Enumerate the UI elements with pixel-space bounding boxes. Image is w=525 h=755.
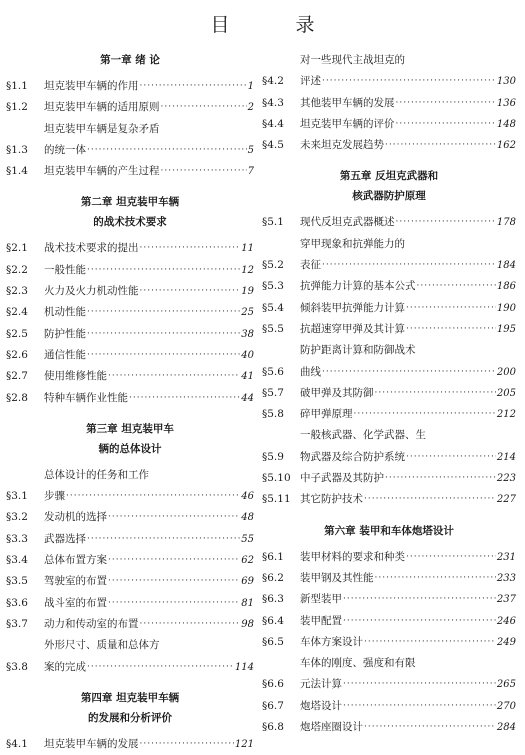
toc-entry[interactable] [6, 345, 254, 366]
chapter-heading [6, 192, 254, 232]
section-title: 曲线 [300, 365, 321, 378]
toc-entry[interactable] [262, 50, 516, 93]
page-number: 98 [241, 618, 254, 630]
toc-entry[interactable] [6, 571, 254, 592]
page-number: 7 [247, 166, 254, 178]
dot-leader [140, 614, 241, 635]
page-number: 227 [496, 494, 516, 506]
chapter-heading [6, 419, 254, 459]
toc-entry[interactable] [6, 281, 254, 302]
section-title: 的统一体 [44, 143, 86, 156]
toc-entry[interactable] [6, 238, 254, 259]
toc-entry[interactable] [6, 302, 254, 323]
section-number: §6.2 [262, 571, 284, 584]
dot-leader [364, 717, 496, 738]
page-number: 136 [496, 97, 516, 109]
section-number: §1.4 [6, 165, 28, 178]
section-title: 倾斜装甲抗弹能力计算 [300, 301, 405, 314]
dot-leader [322, 71, 496, 92]
page-number: 121 [234, 738, 254, 750]
dot-leader [87, 260, 240, 281]
page-number: 200 [496, 366, 516, 378]
toc-entry[interactable] [6, 465, 254, 508]
dot-leader [87, 529, 240, 550]
page-number: 48 [241, 512, 254, 524]
section-number: §2.2 [6, 263, 28, 276]
toc-entry[interactable] [262, 568, 516, 589]
toc-entry[interactable] [262, 340, 516, 383]
page-number: 212 [496, 409, 516, 421]
dot-leader [343, 674, 496, 695]
toc-entry[interactable] [262, 632, 516, 653]
dot-leader [354, 404, 496, 425]
section-title: 发动机的选择 [44, 511, 107, 524]
dot-leader [108, 550, 240, 571]
toc-entry[interactable] [6, 97, 254, 118]
chapter-heading-line: 第五章 反坦克武器和 [339, 170, 439, 183]
page-number: 162 [496, 140, 516, 152]
section-title: 坦克装甲车辆的评价 [300, 117, 395, 130]
section-title: 驾驶室的布置 [44, 575, 107, 588]
page-number: 130 [496, 76, 516, 88]
dot-leader [140, 734, 234, 755]
section-title: 战术技术要求的提出 [44, 242, 139, 255]
section-title: 穿甲现象和抗弹能力的 [300, 237, 405, 250]
section-number: §4.1 [6, 737, 28, 750]
dot-leader [406, 447, 496, 468]
section-number: §2.5 [6, 327, 28, 340]
section-title: 物武器及综合防护系统 [300, 450, 405, 463]
section-number: §5.9 [262, 450, 284, 463]
dot-leader [129, 388, 240, 409]
section-number: §1.1 [6, 80, 28, 92]
section-title: 对一些现代主战坦克的 [300, 54, 405, 66]
section-number: §6.7 [262, 699, 284, 712]
section-number: §3.6 [6, 596, 28, 609]
dot-leader [364, 632, 496, 653]
page-number: 44 [241, 392, 254, 404]
toc-entry[interactable] [262, 547, 516, 568]
section-title: 坦克装甲车辆的作用 [44, 80, 139, 92]
dot-leader [108, 366, 240, 387]
section-title: 坦克装甲车辆的适用原则 [44, 101, 160, 114]
section-number: §3.5 [6, 575, 28, 588]
page-number: 233 [496, 572, 516, 584]
dot-leader [343, 611, 496, 632]
page-number: 81 [241, 597, 254, 609]
page-number: 19 [241, 286, 254, 298]
dot-leader [87, 302, 240, 323]
section-number: §3.1 [6, 490, 28, 503]
toc-entry[interactable] [6, 635, 254, 678]
dot-leader [87, 140, 247, 161]
page-number: 184 [496, 260, 516, 272]
dot-leader [322, 255, 496, 276]
page-title: 目 录 [210, 14, 345, 36]
section-number: §6.4 [262, 614, 284, 627]
toc-entry[interactable] [262, 489, 516, 510]
toc-entry[interactable] [6, 388, 254, 409]
section-title: 动力和传动室的布置 [44, 617, 139, 630]
dot-leader [108, 571, 240, 592]
section-number: §5.1 [262, 216, 284, 229]
section-title: 外形尺寸、质量和总体方 [44, 639, 160, 652]
chapter-heading-line: 第二章 坦克装甲车辆 [80, 196, 180, 209]
section-title: 坦克装甲车辆的产生过程 [44, 165, 160, 178]
section-number: §4.3 [262, 96, 284, 109]
section-number: §5.5 [262, 322, 284, 335]
dot-leader [396, 212, 496, 233]
section-number: §3.4 [6, 554, 28, 567]
toc-entry[interactable] [6, 366, 254, 387]
section-number: §4.5 [262, 139, 284, 152]
section-title: 炮塔座圈设计 [300, 721, 363, 734]
dot-leader [375, 383, 496, 404]
toc-entry[interactable] [262, 93, 516, 114]
section-number: §2.7 [6, 370, 28, 383]
page-number: 2 [247, 102, 254, 114]
page-number: 223 [496, 473, 516, 485]
toc-entry[interactable] [6, 507, 254, 528]
chapter-heading-line: 的战术技术要求 [93, 216, 167, 229]
dot-leader [322, 362, 496, 383]
section-title: 碎甲弹原理 [300, 408, 353, 421]
chapter-heading-line: 第四章 坦克装甲车辆 [80, 691, 180, 704]
toc-entry[interactable] [262, 319, 516, 340]
section-number: §5.10 [262, 472, 291, 485]
section-number: §6.6 [262, 678, 284, 691]
chapter-heading [262, 521, 516, 541]
section-title: 其它防护技术 [300, 493, 363, 506]
section-number: §4.4 [262, 117, 284, 130]
toc-entry[interactable] [262, 425, 516, 468]
dot-leader [140, 281, 241, 302]
page-number: 40 [241, 349, 254, 361]
toc-entry[interactable] [6, 324, 254, 345]
toc-entry[interactable] [262, 383, 516, 404]
section-number: §5.3 [262, 280, 284, 293]
dot-leader [87, 657, 234, 678]
section-title: 装甲材料的要求和种类 [300, 550, 405, 563]
dot-leader [364, 489, 496, 510]
chapter-heading [262, 166, 516, 206]
toc-right-column [262, 50, 516, 738]
toc-left-column [6, 50, 254, 755]
dot-leader [161, 161, 247, 182]
page-number: 214 [496, 451, 516, 463]
section-number: §2.4 [6, 306, 28, 319]
section-title: 一般核武器、化学武器、生 [300, 429, 426, 442]
section-number: §6.5 [262, 635, 284, 648]
section-number: §2.1 [6, 242, 28, 255]
section-title: 车体的刚度、强度和有限 [300, 657, 416, 670]
page-number: 114 [234, 661, 254, 673]
toc-entry[interactable] [6, 260, 254, 281]
section-number: §6.1 [262, 550, 284, 563]
section-title: 防护性能 [44, 327, 86, 340]
page-number: 186 [496, 281, 516, 293]
toc-entry[interactable] [6, 550, 254, 571]
page-number: 46 [241, 491, 254, 503]
page-number: 249 [496, 636, 516, 648]
section-title: 装甲配置 [300, 614, 342, 627]
chapter-heading-line: 第一章 绪 论 [100, 54, 160, 66]
toc-entry[interactable] [262, 298, 516, 319]
page-number: 12 [241, 264, 254, 276]
chapter-heading-line: 第三章 坦克装甲车 [86, 422, 174, 435]
dot-leader [343, 696, 496, 717]
page-number: 62 [241, 555, 254, 567]
section-number: §5.6 [262, 365, 284, 378]
section-title: 使用维修性能 [44, 370, 107, 383]
dot-leader [396, 114, 496, 135]
toc-entry[interactable] [262, 717, 516, 738]
section-number: §5.8 [262, 408, 284, 421]
page-number: 246 [496, 615, 516, 627]
toc-entry[interactable] [262, 589, 516, 610]
page-number: 231 [496, 551, 516, 563]
toc-entry[interactable] [6, 529, 254, 550]
chapter-heading [6, 50, 254, 70]
section-title: 中子武器及其防护 [300, 472, 384, 485]
chapter-heading-line: 核武器防护原理 [352, 190, 426, 203]
section-title: 步骤 [44, 490, 65, 503]
dot-leader [385, 468, 496, 489]
section-title: 特种车辆作业性能 [44, 391, 128, 404]
section-title: 抗弹能力计算的基本公式 [300, 280, 416, 293]
dot-leader [161, 97, 247, 118]
section-title: 装甲钢及其性能 [300, 571, 374, 584]
dot-leader [66, 486, 240, 507]
section-title: 未来坦克发展趋势 [300, 139, 384, 152]
section-title: 总体布置方案 [44, 554, 107, 567]
toc-entry[interactable] [6, 734, 254, 755]
page-number: 5 [247, 144, 254, 156]
section-title: 车体方案设计 [300, 635, 363, 648]
page-number: 69 [241, 576, 254, 588]
chapter-heading-line: 第六章 装甲和车体炮塔设计 [324, 524, 454, 537]
section-title: 元法计算 [300, 678, 342, 691]
section-title: 炮塔设计 [300, 699, 342, 712]
toc-entry[interactable] [262, 234, 516, 277]
page-number: 55 [241, 533, 254, 545]
section-number: §4.2 [262, 75, 284, 88]
section-title: 其他装甲车辆的发展 [300, 96, 395, 109]
page-number: 11 [241, 243, 254, 255]
toc-entry[interactable] [262, 114, 516, 135]
dot-leader [108, 593, 240, 614]
toc-entry[interactable] [6, 161, 254, 182]
page-number: 265 [496, 679, 516, 691]
page-number: 25 [241, 307, 254, 319]
page-number: 1 [247, 81, 254, 92]
section-title: 战斗室的布置 [44, 596, 107, 609]
dot-leader [417, 276, 496, 297]
page-number: 178 [496, 217, 516, 229]
dot-leader [396, 93, 496, 114]
page-number: 190 [496, 302, 516, 314]
section-number: §3.3 [6, 532, 28, 545]
section-title: 防护距离计算和防御战术 [300, 344, 416, 357]
section-title: 武器选择 [44, 532, 86, 545]
section-title: 通信性能 [44, 348, 86, 361]
section-number: §5.2 [262, 259, 284, 272]
toc-entry[interactable] [6, 76, 254, 97]
section-title: 评述 [300, 75, 321, 88]
toc-entry[interactable] [6, 614, 254, 635]
section-title: 抗超速穿甲弹及其计算 [300, 322, 405, 335]
dot-leader [87, 324, 240, 345]
dot-leader [406, 298, 496, 319]
toc-entry[interactable] [262, 696, 516, 717]
section-number: §5.7 [262, 386, 284, 399]
section-title: 坦克装甲车辆的发展 [44, 737, 139, 750]
toc-entry[interactable] [262, 468, 516, 489]
section-title: 现代反坦克武器概述 [300, 216, 395, 229]
toc-entry[interactable] [6, 119, 254, 162]
section-title: 坦克装甲车辆是复杂矛盾 [44, 122, 160, 135]
dot-leader [140, 76, 247, 97]
page-number: 195 [496, 323, 516, 335]
section-number: §2.8 [6, 391, 28, 404]
section-number: §1.2 [6, 101, 28, 114]
section-number: §2.3 [6, 285, 28, 298]
section-number: §5.4 [262, 301, 284, 314]
section-title: 案的完成 [44, 660, 86, 673]
toc-entry[interactable] [262, 611, 516, 632]
section-title: 表征 [300, 259, 321, 272]
toc-entry[interactable] [262, 653, 516, 696]
toc-entry[interactable] [262, 276, 516, 297]
dot-leader [108, 507, 240, 528]
chapter-heading-line: 辆的总体设计 [98, 442, 162, 455]
dot-leader [343, 589, 496, 610]
dot-leader [385, 135, 496, 156]
dot-leader [140, 238, 241, 259]
page-number: 41 [241, 371, 254, 383]
toc-entry[interactable] [262, 135, 516, 156]
section-title: 一般性能 [44, 263, 86, 276]
page-number: 38 [241, 328, 254, 340]
section-number: §5.11 [262, 493, 291, 506]
chapter-heading [6, 688, 254, 728]
section-number: §2.6 [6, 348, 28, 361]
page-number: 237 [496, 594, 516, 606]
dot-leader [406, 319, 496, 340]
section-title: 火力及火力机动性能 [44, 285, 139, 298]
toc-entry[interactable] [262, 212, 516, 233]
page-number: 205 [496, 387, 516, 399]
dot-leader [87, 345, 240, 366]
toc-entry[interactable] [262, 404, 516, 425]
dot-leader [406, 547, 496, 568]
section-number: §3.8 [6, 660, 28, 673]
chapter-heading-line: 的发展和分析评价 [88, 711, 172, 724]
section-title: 机动性能 [44, 306, 86, 319]
section-title: 总体设计的任务和工作 [44, 468, 149, 481]
section-title: 新型装甲 [300, 593, 342, 606]
section-number: §3.2 [6, 511, 28, 524]
page-number: 284 [496, 722, 516, 734]
page-number: 270 [496, 700, 516, 712]
section-title: 破甲弹及其防御 [300, 386, 374, 399]
section-number: §6.8 [262, 721, 284, 734]
section-number: §3.7 [6, 617, 28, 630]
dot-leader [375, 568, 496, 589]
toc-entry[interactable] [6, 593, 254, 614]
section-number: §1.3 [6, 143, 28, 156]
page-number: 148 [496, 118, 516, 130]
section-number: §6.3 [262, 593, 284, 606]
